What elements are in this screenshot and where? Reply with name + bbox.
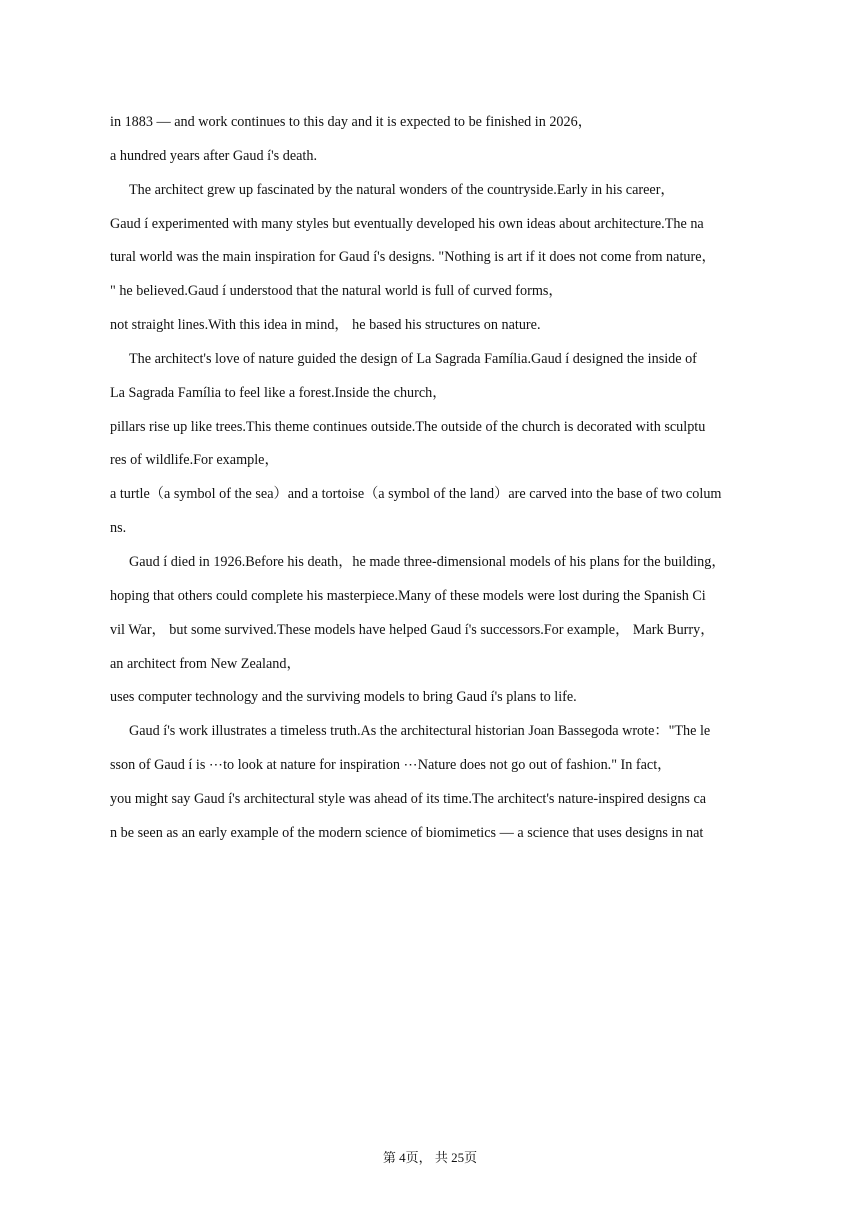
text-line: tural world was the main inspiration for Gaud í's designs. "Nothing is art if it does not come from nature， [110,249,716,266]
text-line: Gaud í's work illustrates a timeless truth.As the architectural historian Joan Bassegoda wrote："The le [129,723,711,740]
body-text [110,112,760,857]
text-line: The architect grew up fascinated by the natural wonders of the countryside.Early in his career， [129,181,675,198]
text-line: a turtle（a symbol of the sea）and a tortoise（a symbol of the land）are carved into the base of two colum [110,486,722,503]
text-line: an architect from New Zealand， [110,655,301,672]
text-line: a hundred years after Gaud í's death. [110,147,318,164]
text-line: not straight lines.With this idea in mind， he based his structures on nature. [110,317,541,334]
text-line: Gaud í died in 1926.Before his death，he made three-dimensional models of his plans for the building， [129,553,726,570]
text-line: Gaud í experimented with many styles but eventually developed his own ideas about architecture.The na [110,215,704,232]
text-line: The architect's love of nature guided the design of La Sagrada Família.Gaud í designed the inside of [129,350,697,367]
text-line: vil War， but some survived.These models have helped Gaud í's successors.For example， Mark Burry， [110,621,715,638]
text-line: pillars rise up like trees.This theme continues outside.The outside of the church is decorated with sculptu [110,418,706,435]
text-line: in 1883 — and work continues to this day and it is expected to be finished in 2026， [110,114,592,130]
page-footer: 第 4页， 共 25页 [382,1150,478,1165]
text-line: " he believed.Gaud í understood that the natural world is full of curved forms， [110,283,563,300]
text-line: n be seen as an early example of the modern science of biomimetics — a science that uses designs in nat [110,824,704,841]
text-line: res of wildlife.For example， [110,452,279,469]
text-line: ns. [110,520,127,537]
text-line: hoping that others could complete his masterpiece.Many of these models were lost during the Spanish Ci [110,587,706,604]
text-line: La Sagrada Família to feel like a forest.Inside the church， [110,384,447,401]
text-line: sson of Gaud í is ⋯to look at nature for inspiration ⋯Nature does not go out of fashion." In fact， [110,757,672,774]
text-line: you might say Gaud í's architectural style was ahead of its time.The architect's nature-inspired designs ca [110,790,707,807]
text-line: uses computer technology and the surviving models to bring Gaud í's plans to life. [110,689,577,706]
